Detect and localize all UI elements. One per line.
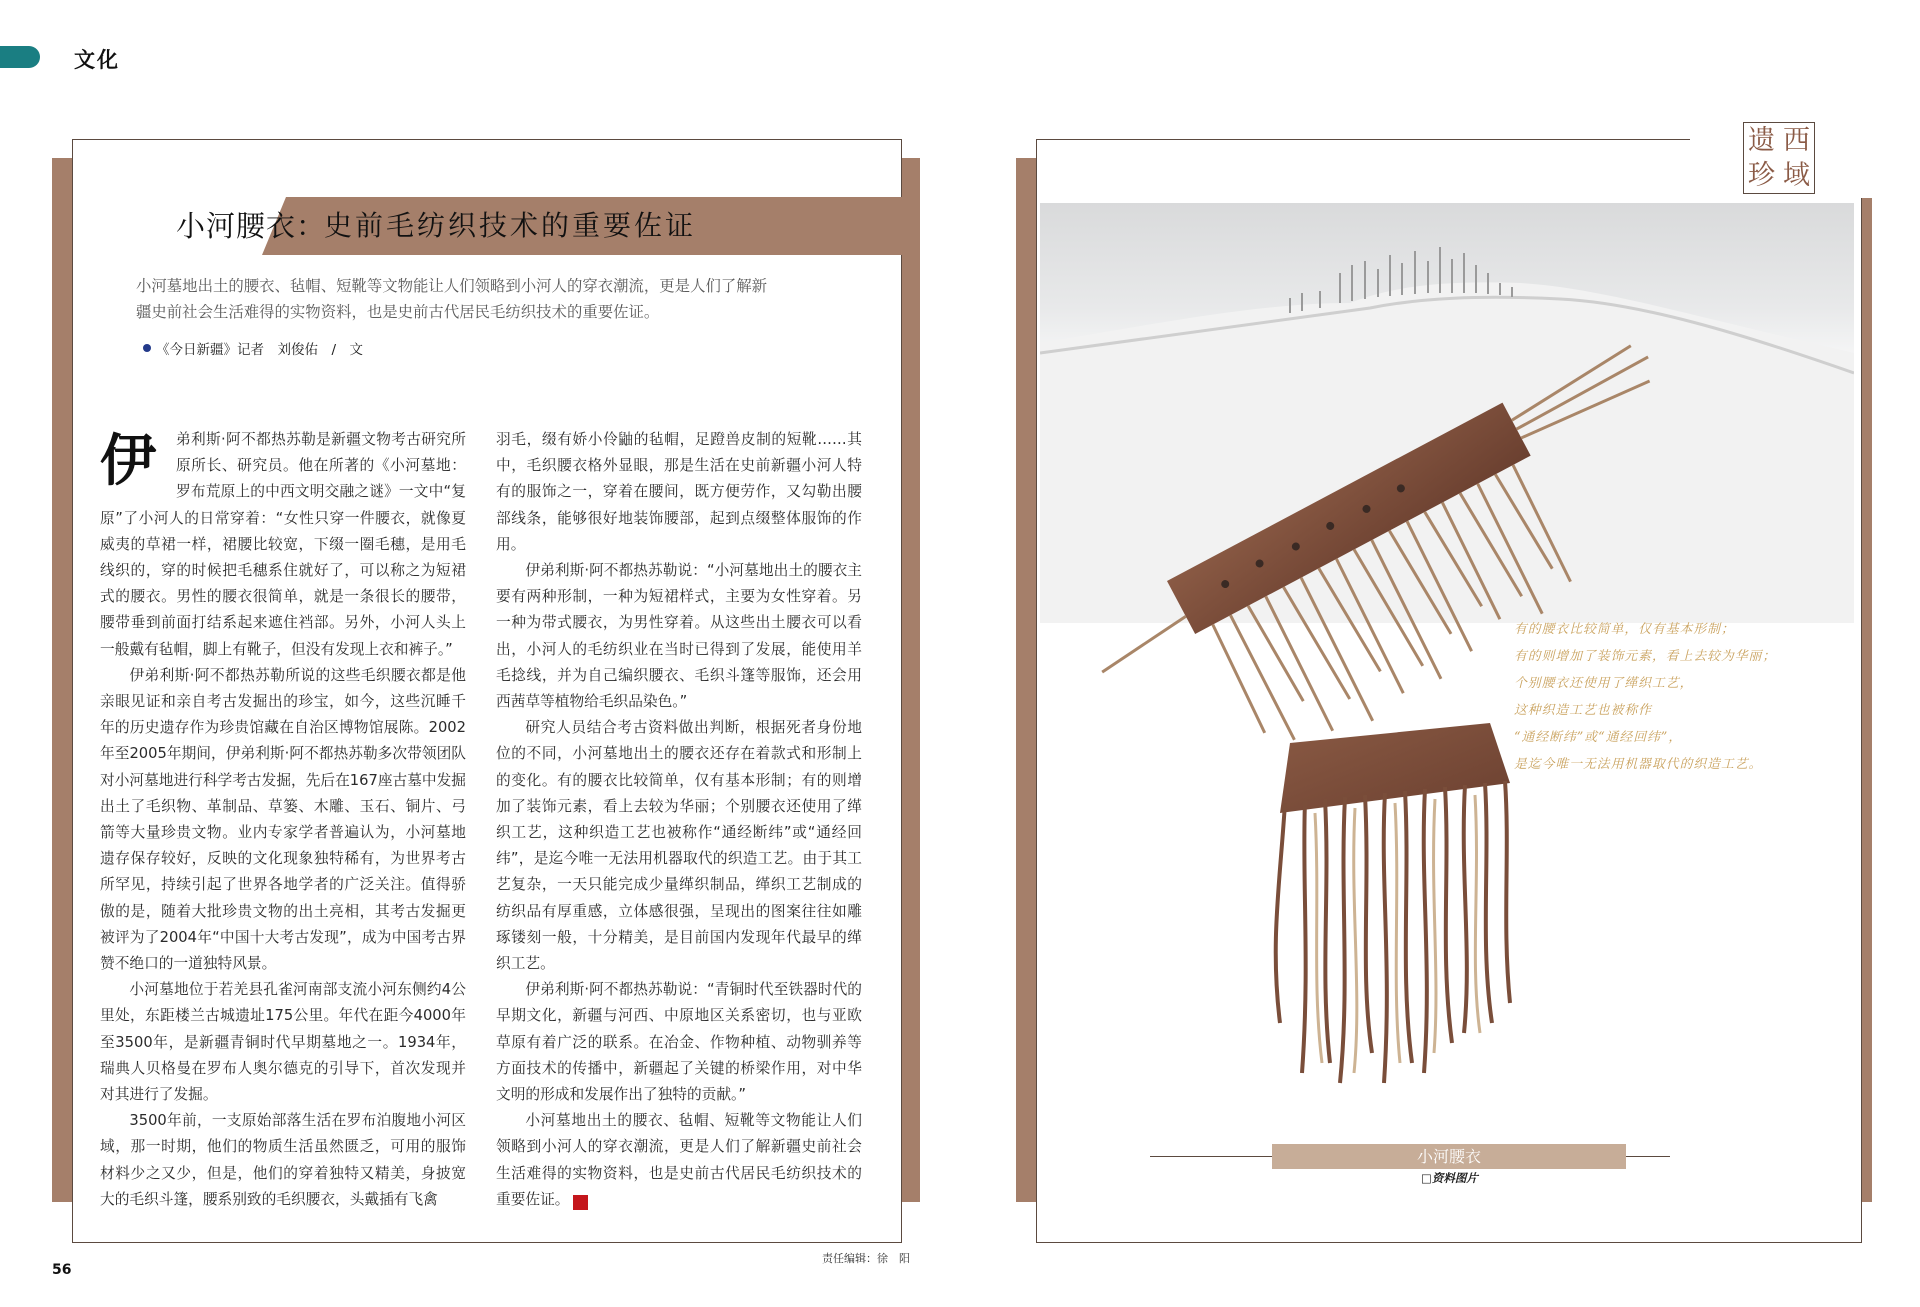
badge-char: 珍 [1748,160,1775,191]
section-label: 文化 [74,48,120,72]
side-caption [1514,616,1776,778]
badge-char: 域 [1783,160,1810,191]
xiyu-relics-badge [1743,122,1815,194]
body-paragraph: 伊弟利斯·阿不都热苏勒说：“青铜时代至铁器时代的早期文化，新疆与河西、中原地区关系密切，也与亚欧草原有着广泛的联系。在冶金、作物种植、动物驯养等方面技术的传播中，新疆起了关键的桥梁作用，对中华文明的形成和发展作出了独特的贡献。” [496,981,862,1104]
end-mark-icon: J [573,1195,588,1210]
side-caption-line: 有的则增加了装饰元素，看上去较为华丽； [1514,649,1777,664]
body-column-2 [496,427,862,1213]
side-caption-line: 是迄今唯一无法用机器取代的织造工艺。 [1514,757,1763,772]
photo-caption: 小河腰衣 [1272,1144,1626,1169]
body-paragraph: 弟利斯·阿不都热苏勒是新疆文物考古研究所原所长、研究员。他在所著的《小河墓地：罗布荒原上的中西文明交融之谜》一文中“复原”了小河人的日常穿着：“女性只穿一件腰衣，就像夏威夷的草裙一样，裙腰比较宽，下缀一圈毛穗，是用毛线织的，穿的时候把毛穗系住就好了，可以称之为短裙式的腰衣。男性的腰衣很简单，就是一条很长的腰带，腰带垂到前面打结系起来遮住裆部。另外，小河人头上一般戴有毡帽，脚上有靴子，但没有发现上衣和裤子。” [100,431,466,658]
body-paragraph: 小河墓地位于若羌县孔雀河南部支流小河东侧约4公里处，东距楼兰古城遗址175公里。年代在距今4000年至3500年，是新疆青铜时代早期墓地之一。1934年，瑞典人贝格曼在罗布人奥尔德克的引导下，首次发现并对其进行了发掘。 [100,981,466,1104]
article-subtitle: 史前毛纺织技术的重要佐证 [324,209,697,242]
body-paragraph: 伊弟利斯·阿不都热苏勒所说的这些毛织腰衣都是他亲眼见证和亲自考古发掘出的珍宝，如今，这些沉睡千年的历史遗存作为珍贵馆藏在自治区博物馆展陈。2002年至2005年期间，伊弟利斯·阿不都热苏勒多次带领团队对小河墓地进行科学考古发掘，先后在167座古墓中发掘出土了毛织物、革制品、草篓、木雕、玉石、铜片、弓箭等大量珍贵文物。业内专家学者普遍认为，小河墓地遗存保存较好，反映的文化现象独特稀有，为世界考古所罕见，持续引起了世界各地学者的广泛关注。值得骄傲的是，随着大批珍贵文物的出土亮相，其考古发掘更被评为了2004年“中国十大考古发现”，成为中国考古界赞不绝口的一道独特风景。 [100,666,466,973]
page-number: 56 [52,1262,72,1278]
side-caption-line: 有的腰衣比较简单，仅有基本形制； [1514,622,1735,637]
article-title: 小河腰衣： [176,209,327,243]
section-tab-marker [0,46,40,68]
byline-bullet-icon [143,344,151,352]
body-paragraph: 3500年前，一支原始部落生活在罗布泊腹地小河区域，那一时期，他们的物质生活虽然匮乏，可用的服饰材料少之又少，但是，他们的穿着独特又精美，身披宽大的毛织斗篷，腰系别致的毛织腰衣，头戴插有飞禽 [100,1112,466,1208]
side-caption-line: 个别腰衣还使用了缂织工艺， [1514,676,1694,691]
body-paragraph: 伊弟利斯·阿不都热苏勒说：“小河墓地出土的腰衣主要有两种形制，一种为短裙样式，主要为女性穿着。另一种为带式腰衣，为男性穿着。从这些出土腰衣可以看出，小河人的毛纺织业在当时已得到了发展，能使用羊毛捻线，并为自己编织腰衣、毛织斗篷等服饰，还会用西茜草等植物给毛织品染色。” [496,562,862,711]
drop-cap: 伊 [100,428,156,494]
side-caption-line: “通经断纬”或“通经回纬”， [1514,730,1683,745]
byline: 《今日新疆》记者 刘俊佑 / 文 [156,342,364,358]
side-caption-line: 这种织造工艺也被称作 [1514,703,1652,718]
badge-char: 西 [1783,125,1810,156]
body-paragraph-text: 小河墓地出土的腰衣、毡帽、短靴等文物能让人们领略到小河人的穿衣潮流，更是人们了解新疆史前社会生活难得的实物资料，也是史前古代居民毛纺织技术的重要佐证。 [496,1112,862,1208]
article-intro: 小河墓地出土的腰衣、毡帽、短靴等文物能让人们领略到小河人的穿衣潮流，更是人们了解新疆史前社会生活难得的实物资料，也是史前古代居民毛纺织技术的重要佐证。 [136,277,768,321]
editor-credit: 责任编辑：徐 阳 [822,1252,910,1265]
body-paragraph: 研究人员结合考古资料做出判断，根据死者身份地位的不同，小河墓地出土的腰衣还存在着款式和形制上的变化。有的腰衣比较简单，仅有基本形制；有的则增加了装饰元素，看上去较为华丽；个别腰衣还使用了缂织工艺，这种织造工艺也被称作“通经断纬”或“通经回纬”，是迄今唯一无法用机器取代的织造工艺。由于其工艺复杂，一天只能完成少量缂织制品，缂织工艺制成的纺织品有厚重感，立体感很强，呈现出的图案往往如雕琢镂刻一般，十分精美，是目前国内发现年代最早的缂织工艺。 [496,719,862,973]
body-paragraph [496,1108,862,1213]
body-paragraph: 羽毛，缀有娇小伶鼬的毡帽，足蹬兽皮制的短靴……其中，毛织腰衣格外显眼，那是生活在史前新疆小河人特有的服饰之一，穿着在腰间，既方便劳作，又勾勒出腰部线条，能够很好地装饰腰部，起到点缀整体服饰的作用。 [496,431,862,553]
body-column-1 [100,427,466,1213]
photo-source: □资料图片 [1421,1171,1478,1185]
badge-char: 遗 [1748,125,1775,156]
